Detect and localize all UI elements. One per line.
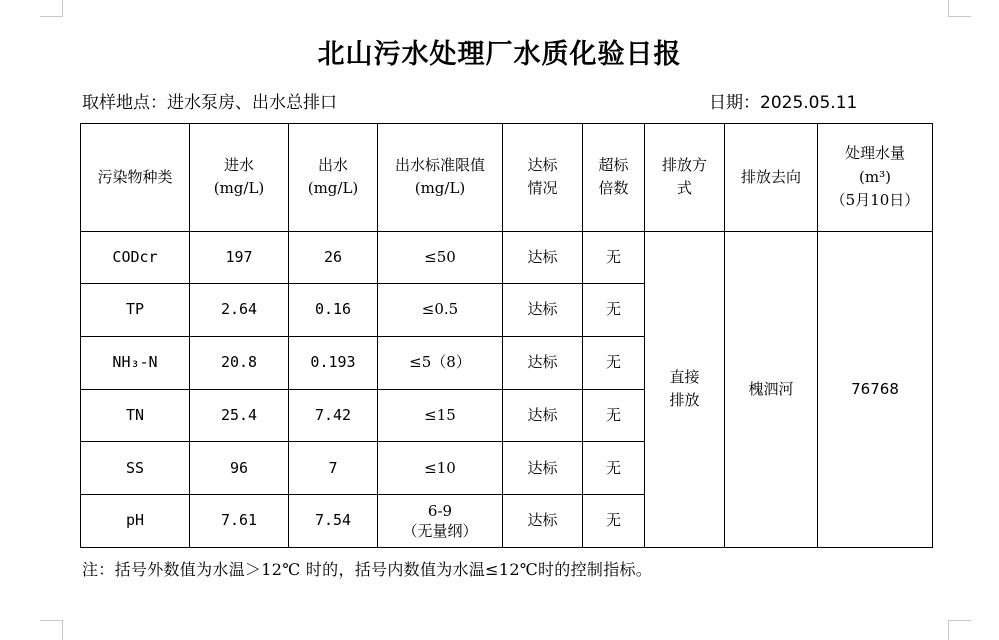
header-discharge-method-line2: 式 [676, 179, 692, 198]
standard-limit: ≤50 [378, 231, 503, 284]
header-status-line1: 达标 [527, 156, 558, 174]
pollutant-name: pH [81, 495, 190, 548]
header-standard [378, 124, 503, 232]
inflow-value: 7.61 [190, 495, 289, 548]
crop-mark-top-left [40, 0, 63, 17]
header-inflow-label: 进水 [223, 156, 254, 174]
discharge-method-line2: 排放 [669, 391, 700, 410]
outflow-value: 26 [289, 231, 378, 284]
outflow-value: 0.16 [289, 284, 378, 337]
crop-mark-top-right [948, 0, 971, 17]
sampling-location: 取样地点：进水泵房、出水总排口 [82, 93, 337, 113]
header-inflow [190, 124, 289, 232]
discharge-method-line1: 直接 [669, 368, 700, 386]
status-value: 达标 [503, 284, 583, 337]
exceed-value: 无 [583, 389, 645, 442]
inflow-value: 25.4 [190, 389, 289, 442]
outflow-value: 7 [289, 442, 378, 495]
header-outflow [289, 124, 378, 232]
header-volume-date: （5月10日） [830, 190, 920, 209]
header-exceed-line2: 倍数 [598, 179, 629, 198]
table-header-row [81, 124, 933, 232]
discharge-destination: 槐泗河 [725, 231, 818, 547]
header-volume-unit: (m³) [859, 167, 891, 186]
header-discharge-method [645, 124, 725, 232]
pollutant-name: NH₃-N [81, 336, 190, 389]
standard-limit: ≤0.5 [378, 284, 503, 337]
crop-mark-bottom-left [40, 620, 63, 640]
standard-limit-note: （无量纲） [402, 522, 478, 541]
exceed-value: 无 [583, 231, 645, 284]
status-value: 达标 [503, 231, 583, 284]
header-outflow-label: 出水 [317, 156, 348, 174]
water-quality-table [80, 123, 933, 548]
standard-limit: ≤10 [378, 442, 503, 495]
header-status [503, 124, 583, 232]
inflow-value: 20.8 [190, 336, 289, 389]
table-row-codcr [81, 231, 933, 284]
treated-volume-value: 76768 [818, 231, 933, 547]
pollutant-name: TN [81, 389, 190, 442]
pollutant-name: CODcr [81, 231, 190, 284]
header-outflow-unit: (mg/L) [307, 179, 359, 198]
standard-limit-range: 6-9 [427, 501, 453, 520]
exceed-value: 无 [583, 442, 645, 495]
inflow-value: 96 [190, 442, 289, 495]
header-exceed [583, 124, 645, 232]
pollutant-name: TP [81, 284, 190, 337]
inflow-value: 197 [190, 231, 289, 284]
header-inflow-unit: (mg/L) [213, 179, 265, 198]
standard-limit: ≤5（8） [378, 336, 503, 389]
outflow-value: 7.54 [289, 495, 378, 548]
standard-limit: ≤15 [378, 389, 503, 442]
header-discharge-destination: 排放去向 [725, 124, 818, 232]
status-value: 达标 [503, 442, 583, 495]
header-volume-line1: 处理水量 [844, 144, 905, 163]
inflow-value: 2.64 [190, 284, 289, 337]
footnote: 注：括号外数值为水温＞12℃ 时的，括号内数值为水温≤12℃时的控制指标。 [82, 560, 653, 579]
header-discharge-method-line1: 排放方 [661, 156, 707, 174]
status-value: 达标 [503, 495, 583, 548]
header-exceed-line1: 超标 [598, 156, 629, 174]
crop-mark-bottom-right [948, 620, 971, 640]
header-status-line2: 情况 [527, 179, 558, 198]
status-value: 达标 [503, 336, 583, 389]
exceed-value: 无 [583, 495, 645, 548]
header-pollutant: 污染物种类 [81, 124, 190, 232]
outflow-value: 7.42 [289, 389, 378, 442]
report-title: 北山污水处理厂水质化验日报 [317, 39, 682, 70]
report-date: 日期：2025.05.11 [709, 93, 858, 113]
exceed-value: 无 [583, 284, 645, 337]
header-treated-volume [818, 124, 933, 232]
discharge-method-cell [645, 231, 725, 547]
header-standard-label: 出水标准限值 [394, 156, 485, 174]
status-value: 达标 [503, 389, 583, 442]
exceed-value: 无 [583, 336, 645, 389]
header-standard-unit: (mg/L) [414, 179, 466, 198]
standard-limit [378, 495, 503, 548]
outflow-value: 0.193 [289, 336, 378, 389]
pollutant-name: SS [81, 442, 190, 495]
